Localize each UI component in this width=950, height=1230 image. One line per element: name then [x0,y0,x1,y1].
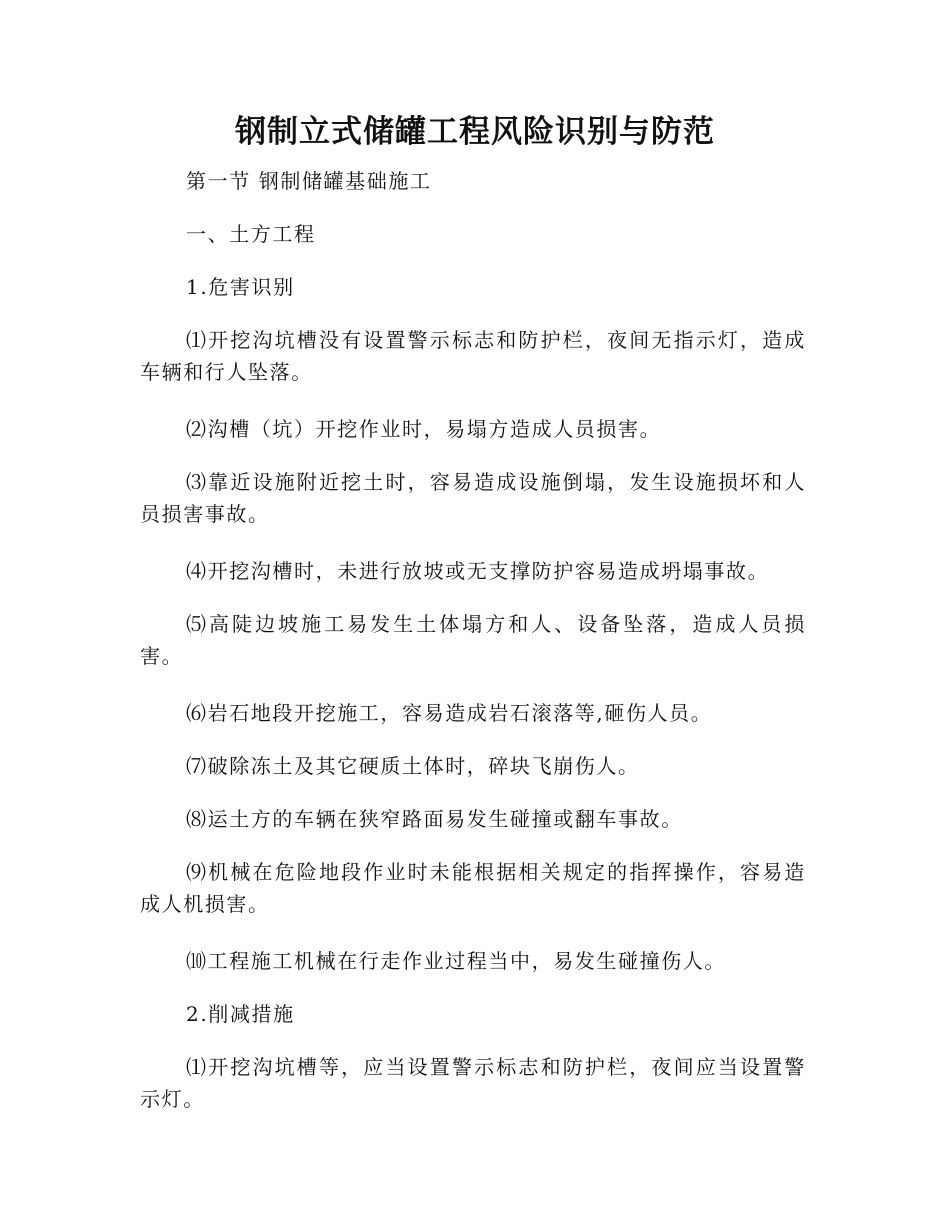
paragraph-hazard-3: ⑶靠近设施附近挖土时，容易造成设施倒塌，发生设施损坏和人员损害事故。 [140,470,806,526]
paragraph-hazard-7: ⑺破除冻土及其它硬质土体时，碎块飞崩伤人。 [186,754,640,778]
paragraph-hazard-1: ⑴开挖沟坑槽没有设置警示标志和防护栏，夜间无指示灯，造成车辆和行人坠落。 [140,328,806,384]
paragraph-hazard-4: ⑷开挖沟槽时，未进行放坡或无支撑防护容易造成坍塌事故。 [186,559,770,583]
paragraph-measure-1: ⑴开挖沟坑槽等，应当设置警示标志和防护栏，夜间应当设置警示灯。 [140,1055,806,1111]
item-heading-hazard-identification: 1.危害识别 [186,275,295,299]
paragraph-hazard-8: ⑻运土方的车辆在狭窄路面易发生碰撞或翻车事故。 [186,807,683,831]
document-title: 钢制立式储罐工程风险识别与防范 [235,114,715,150]
item-heading-mitigation-measures: 2.削减措施 [186,1002,295,1026]
paragraph-hazard-10: ⑽工程施工机械在行走作业过程当中，易发生碰撞伤人。 [186,949,726,973]
paragraph-hazard-5: ⑸高陡边坡施工易发生土体塌方和人、设备坠落，造成人员损害。 [140,612,806,668]
paragraph-hazard-2: ⑵沟槽（坑）开挖作业时，易塌方造成人员损害。 [186,417,662,441]
subsection-heading: 一、土方工程 [186,222,316,246]
paragraph-hazard-9: ⑼机械在危险地段作业时未能根据相关规定的指挥操作，容易造成人机损害。 [140,860,806,916]
section-heading: 第一节 钢制储罐基础施工 [186,169,432,193]
paragraph-hazard-6: ⑹岩石地段开挖施工，容易造成岩石滚落等,砸伤人员。 [186,701,713,725]
